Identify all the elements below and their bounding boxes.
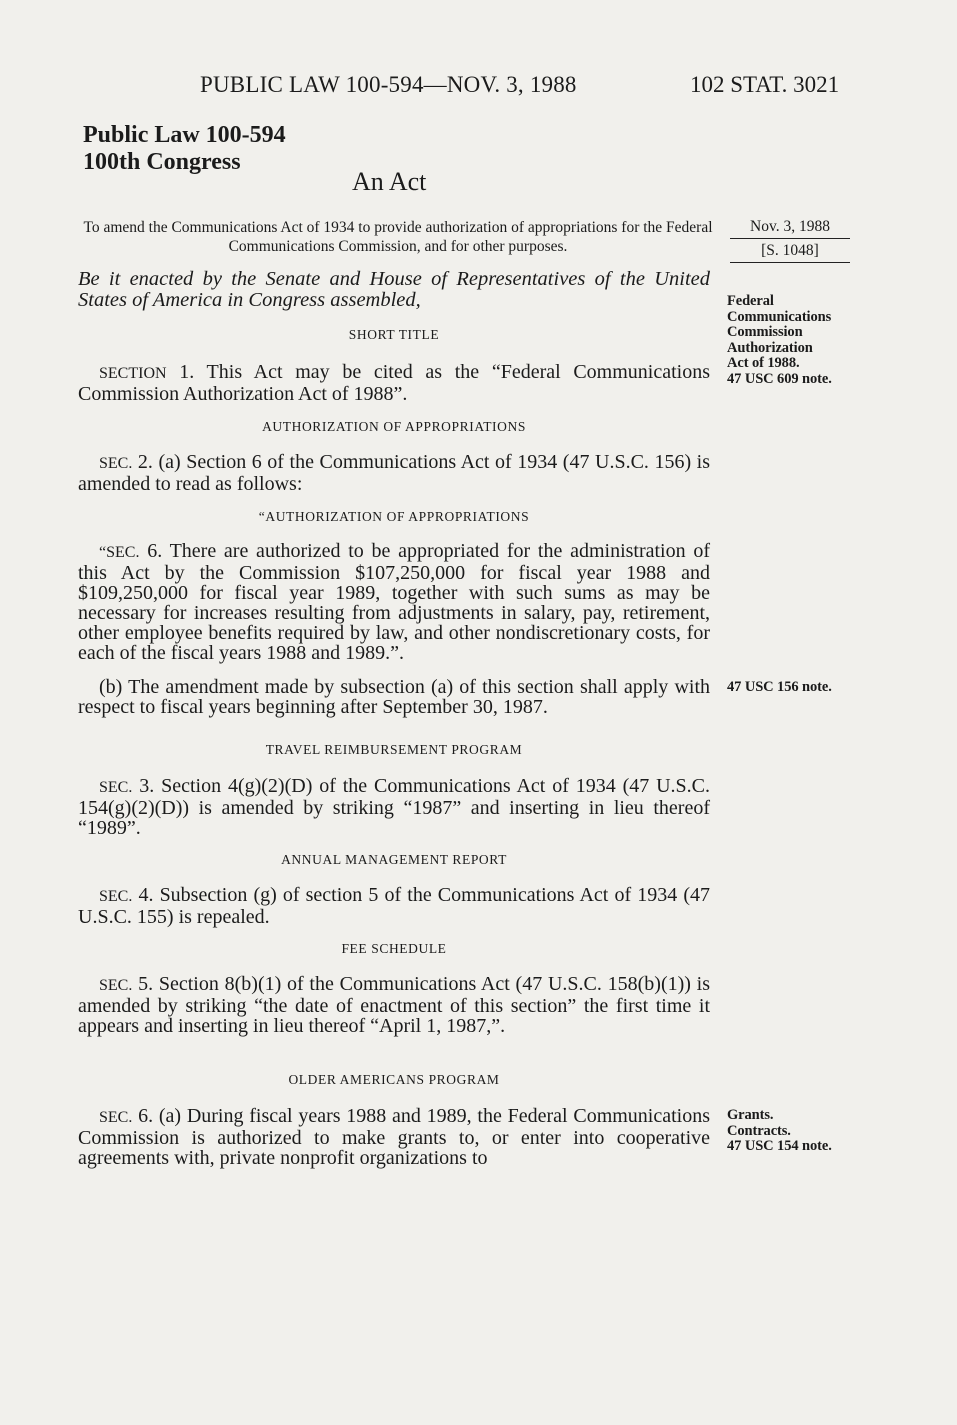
section-6-quoted-text: [78, 541, 710, 663]
section-label: SEC.: [99, 977, 133, 994]
section-number: 4.: [138, 884, 154, 906]
section-number: 6.: [147, 540, 163, 562]
section-5-text: [78, 974, 710, 1036]
section-body: (a) During fiscal years 1988 and 1989, the Federal Communications Commission is authorized to make grants to, or enter into cooperative agreements with, private nonprofit organizations to: [78, 1105, 711, 1169]
enacting-clause: Be it enacted by the Senate and House of Representatives of the United States of America in Congress assembled,: [78, 268, 710, 311]
section-2a-text: [78, 452, 710, 494]
heading-travel: TRAVEL REIMBURSEMENT PROGRAM: [265, 742, 523, 757]
section-body: Section 8(b)(1) of the Communications Act (47 U.S.C. 158(b)(1)) is amended by striking “the date of enactment of this section” the first time it appears and inserting in lieu thereof “April 1, 1987,”.: [78, 973, 711, 1037]
section-number: 6.: [138, 1105, 154, 1127]
section-label: SEC.: [99, 1109, 133, 1126]
margin-note-line: Contracts.: [727, 1122, 791, 1139]
heading-quoted-authorization: “AUTHORIZATION OF APPROPRIATIONS: [258, 509, 530, 524]
section-4-text: [78, 885, 710, 927]
section-2b-text: (b) The amendment made by subsection (a) of this section shall apply with respect to fiscal years beginning after September 30, 1987.: [78, 676, 710, 718]
section-number: 2.: [137, 451, 153, 473]
section-3-text: [78, 776, 710, 838]
law-identification: [83, 122, 286, 176]
running-head: PUBLIC LAW 100-594—NOV. 3, 1988: [200, 72, 577, 97]
congress-number: 100th Congress: [83, 149, 241, 175]
section-body: Section 4(g)(2)(D) of the Communications Act of 1934 (47 U.S.C. 154(g)(2)(D)) is amended by striking “1987” and inserting in lieu thereof “1989”.: [78, 775, 711, 839]
margin-note-line: 47 USC 154 note.: [727, 1138, 832, 1154]
margin-date-block: [730, 216, 850, 263]
section-1-text: [78, 362, 710, 404]
margin-note-line: Grants.: [727, 1107, 774, 1123]
stat-page-number: 102 STAT. 3021: [690, 72, 840, 97]
section-number: 3.: [139, 775, 155, 797]
section-number: 1.: [179, 361, 195, 383]
act-title: An Act: [352, 167, 427, 196]
heading-older-americans: OLDER AMERICANS PROGRAM: [288, 1072, 500, 1087]
section-label: SEC.: [99, 455, 133, 472]
enactment-date: Nov. 3, 1988: [730, 216, 850, 239]
section-6-text: [78, 1106, 710, 1168]
section-body: There are authorized to be appropriated for the administration of this Act by the Commission $107,250,000 for fiscal year 1988 and $109,250,000 for fiscal year 1989, together with such sums as may be necessary for increases resulting from adjustments in salary, pay, retirement, other employee benefits required by law, and other nondiscretionary costs, for each of the fiscal years 1988 and 1989.”.: [78, 540, 711, 664]
heading-annual-report: ANNUAL MANAGEMENT REPORT: [281, 852, 507, 867]
law-number: Public Law 100-594: [83, 122, 286, 148]
section-label: SECTION: [99, 365, 167, 382]
margin-note-line: 47 USC 609 note.: [727, 370, 832, 387]
margin-note-sec6: [727, 1108, 832, 1155]
section-number: 5.: [138, 973, 154, 995]
heading-short-title: SHORT TITLE: [348, 327, 440, 342]
section-body: This Act may be cited as the “Federal Communications Commission Authorization Act of 1988”.: [78, 361, 711, 405]
margin-note-short-title: [727, 294, 832, 387]
section-label: “SEC.: [99, 544, 140, 561]
margin-note-line: Communications: [727, 308, 832, 325]
bill-number: [S. 1048]: [730, 240, 850, 263]
act-purpose: To amend the Communications Act of 1934 to provide authorization of appropriations for the Federal Communications Commission, and for other purposes.: [83, 219, 713, 255]
section-label: SEC.: [99, 888, 133, 905]
section-body: (a) Section 6 of the Communications Act of 1934 (47 U.S.C. 156) is amended to read as follows:: [78, 451, 711, 495]
section-body: Subsection (g) of section 5 of the Communications Act of 1934 (47 U.S.C. 155) is repealed.: [78, 884, 710, 928]
heading-authorization: AUTHORIZATION OF APPROPRIATIONS: [262, 419, 526, 434]
margin-note-line: Authorization: [727, 339, 813, 356]
margin-note-sec2b: 47 USC 156 note.: [727, 679, 832, 695]
margin-note-line: Federal: [727, 293, 774, 309]
heading-fee-schedule: FEE SCHEDULE: [341, 941, 447, 956]
margin-note-line: Commission: [727, 324, 803, 340]
section-label: SEC.: [99, 779, 133, 796]
margin-note-line: Act of 1988.: [727, 355, 800, 371]
